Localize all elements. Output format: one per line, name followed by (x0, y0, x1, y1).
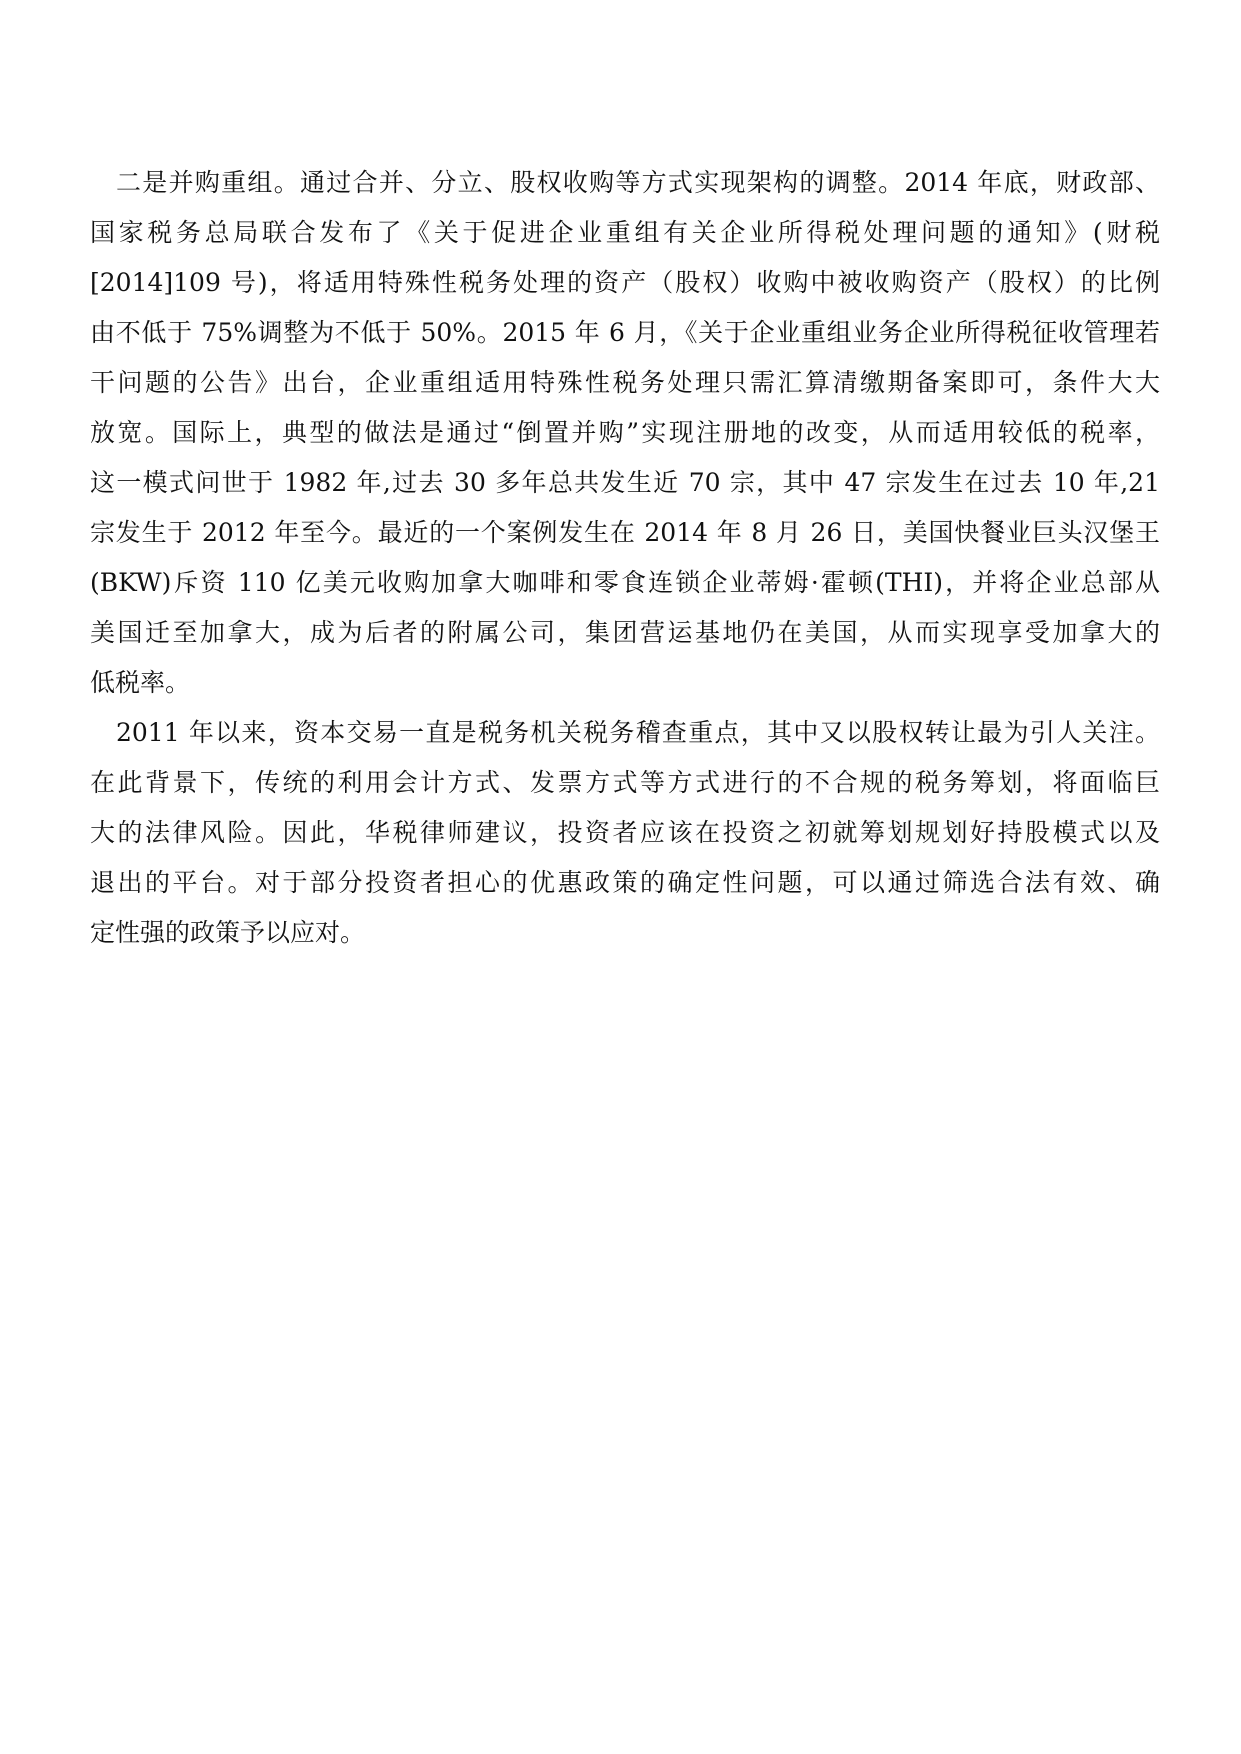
paragraph-capital-transactions (90, 708, 1160, 958)
paragraph-line: 2011 年以来，资本交易一直是税务机关税务稽查重点，其中又以股权转让最为引人关注。 (116, 718, 1160, 747)
paragraph-line: 二是并购重组。通过合并、分立、股权收购等方式实现架构的调整。2014 年底，财政部、 (116, 168, 1160, 197)
paragraph-line: 美国迁至加拿大，成为后者的附属公司，集团营运基地仍在美国，从而实现享受加拿大的 (90, 618, 1160, 647)
paragraph-line: 定性强的政策予以应对。 (90, 918, 366, 947)
paragraph-line: 退出的平台。对于部分投资者担心的优惠政策的确定性问题，可以通过筛选合法有效、确 (90, 868, 1160, 897)
paragraph-line: 在此背景下，传统的利用会计方式、发票方式等方式进行的不合规的税务筹划，将面临巨 (90, 768, 1160, 797)
paragraph-line: 这一模式问世于 1982 年,过去 30 多年总共发生近 70 宗，其中 47 宗发生在过去 10 年,21 (90, 468, 1160, 497)
paragraph-merger-restructuring (90, 158, 1160, 708)
paragraph-line: 由不低于 75%调整为不低于 50%。2015 年 6 月，《关于企业重组业务企业所得税征收管理若 (90, 318, 1160, 347)
paragraph-line: 干问题的公告》出台，企业重组适用特殊性税务处理只需汇算清缴期备案即可，条件大大 (90, 368, 1160, 397)
paragraph-line: [2014]109 号)，将适用特殊性税务处理的资产（股权）收购中被收购资产（股权）的比例 (90, 268, 1160, 297)
paragraph-line: 低税率。 (90, 668, 191, 697)
paragraph-line: 放宽。国际上，典型的做法是通过“倒置并购”实现注册地的改变，从而适用较低的税率， (90, 418, 1160, 447)
document-body (90, 158, 1160, 958)
paragraph-line: (BKW)斥资 110 亿美元收购加拿大咖啡和零食连锁企业蒂姆·霍顿(THI)，并将企业总部从 (90, 568, 1160, 597)
paragraph-line: 大的法律风险。因此，华税律师建议，投资者应该在投资之初就筹划规划好持股模式以及 (90, 818, 1160, 847)
paragraph-line: 宗发生于 2012 年至今。最近的一个案例发生在 2014 年 8 月 26 日，美国快餐业巨头汉堡王 (90, 518, 1160, 547)
paragraph-line: 国家税务总局联合发布了《关于促进企业重组有关企业所得税处理问题的通知》(财税 (90, 218, 1160, 247)
